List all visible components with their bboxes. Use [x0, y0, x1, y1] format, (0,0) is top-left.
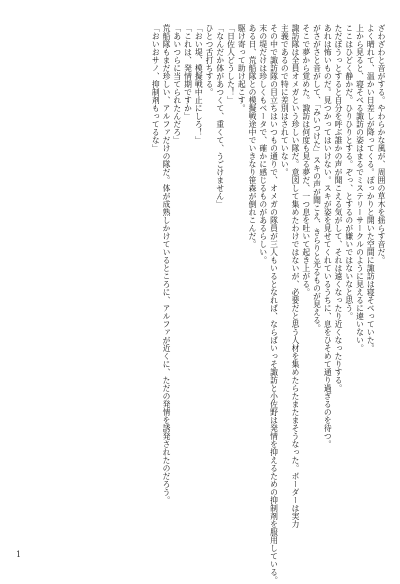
dialogue-line: 「なんだか体があつくて、重くて、うごけません」 — [215, 24, 225, 208]
text-line: ひとつ舌打ちする。 — [205, 24, 214, 96]
text-line: 荒船隊もまだ珍しい、アルファだけの隊だ。体が成熟しかけているところに、アルファが近くに、ただの発情を誘発されたのだろう。 — [162, 24, 171, 504]
text-line: よく晴れて、温かい日差しが降ってくる。ぽっかりと開いた空間に諏訪は寝そべっていた。 — [366, 24, 376, 352]
dialogue-line: 「おいおサノ、抑制剤もってるな」 — [151, 24, 161, 152]
text-line: 末の堤だけは珍しくもベータで、確かに感じるものがあるらしい。 — [258, 24, 268, 264]
text-line: その中で諏訪隊の目立ちはいつもの通りで、オメガの隊員が三人もいるとなれば、ならばいっそ諏訪と小佐野は発情を抑えるための抑制剤を服用している。 — [269, 24, 279, 584]
body-text — [150, 24, 387, 584]
dialogue-line: 「日佐人どうした！」 — [226, 24, 236, 104]
text-line: ある日、荒船隊との模擬戦途中でいきなり笹森が倒れこんだ。 — [248, 24, 257, 248]
text-line: 諏訪隊は全員オメガという珍しい隊だ。意図して集めたわけではないが、必要だと思う人材を集めたらたまたまそうなった。ボーダーは実力 — [291, 24, 300, 528]
text-line: 上から見ると、寝そべる諏訪の姿はまるでミステリーサークルのように見えるに違いない。 — [355, 24, 365, 352]
page-number: 1 — [16, 550, 22, 559]
text-line: がさがさと音がして、「みいつけた」スキの声が聞こえ、きらりと光るものが見える。 — [312, 24, 322, 333]
text-line: 主義であるので特に差別はされていない。 — [280, 24, 290, 176]
text-line: あれは怖いものだ。見つかってはいけない。スキが姿を見せてくれているうちに、息をひそめて通り過ぎるのを待つ。 — [323, 24, 333, 448]
text-line: ざわざわと音がする。やわらかな風が、周囲の草木を揺らす音だ。 — [377, 24, 386, 264]
dialogue-line: 「おい堤、模擬戦中止にしろ！」 — [194, 24, 204, 144]
text-line: そこで夢から覚めた。諏訪は何度も見る夢だ、一つ息を吐いて起き上がる。 — [301, 24, 311, 296]
dialogue-line: 「あいつらに当てられたんだろ」 — [172, 24, 182, 144]
text-line: 駆け寄って助け起こす。 — [237, 24, 247, 112]
dialogue-line: 「これは、発情期ですか」 — [183, 24, 193, 120]
text-line: ここはひどく静かだ。ひりひりとする。ぞっ、とするのが嫌いではないなと思う。 — [344, 24, 354, 320]
text-line: ただぼうっとすると自分を呼ぶ誰かの声が聞こえる気がして、それは遠くなったり近くなったりする。 — [334, 24, 343, 392]
